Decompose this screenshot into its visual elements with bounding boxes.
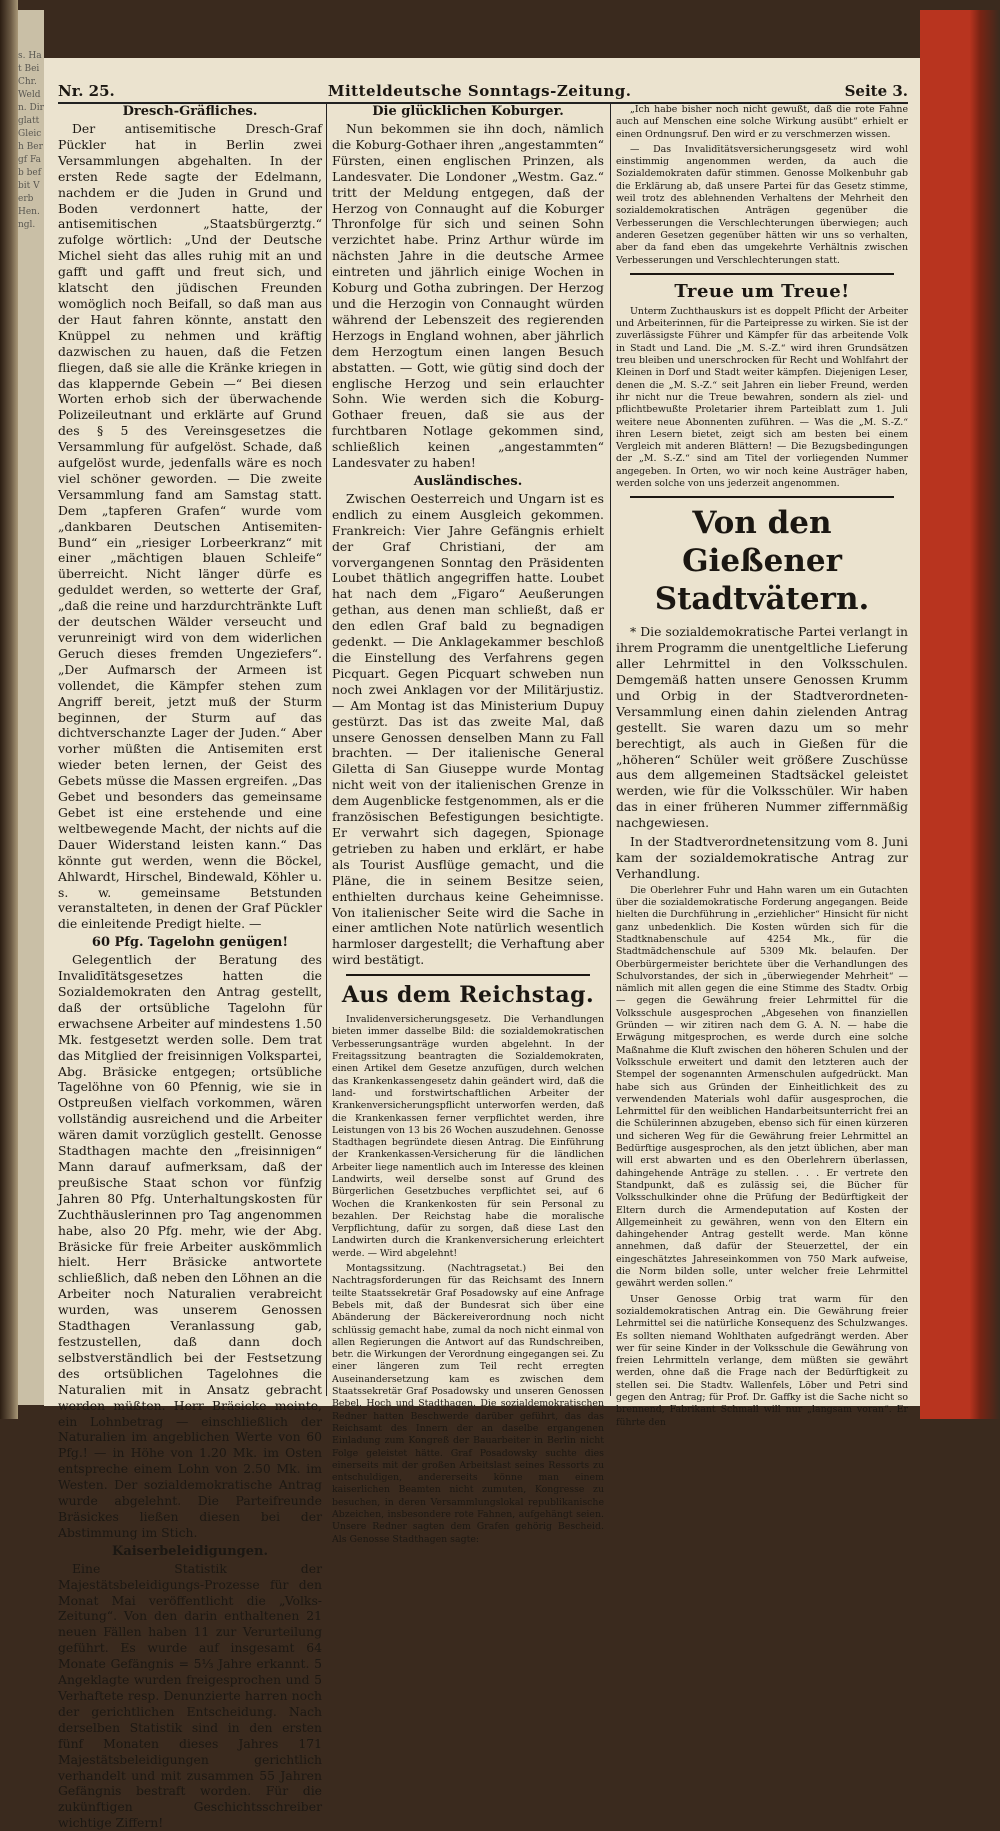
section-title: Aus dem Reichstag. [341,982,595,1009]
issue-number: Nr. 25. [58,82,115,100]
column-2 [332,104,604,1545]
page-number: Seite 3. [844,82,908,100]
article-body: Die Oberlehrer Fuhr und Hahn waren um ein Gutachten über die sozialdemokratische Forderung angegangen. Beide hielten die Durchführung in „erziehlicher“ Hinsicht für nicht ganz unbedenklich. Die Kosten würden sich für die Stadtknabenschule auf 4254 Mk., für die Stadtmädchenschule auf 5309 Mk. belaufen. Der Oberbürgermeister berichtete über die Verhandlungen des Schulvorstandes, der sich in „überwiegender Mehrheit“ — nämlich mit allen gegen die eine Stimme des Stadtv. Orbig — gegen die Gewährung freier Lehrmittel für die Volksschule ausgesprochen „Abgesehen von finanziellen Gründen — wir zitiren nach dem G. A. N. — habe die Erwägung mitgesprochen, es werde durch eine solche Maßnahme die Kluft zwischen den höheren Schulen und der Volksschule erweitert und damit den letzteren auch der Stempel der sogenannten Armenschulen aufgedrückt. Man habe sich aus Gründen der Einheitlichkeit des zu verwendenden Materials wohl dafür ausgesprochen, die Lehrmittel für den weiblichen Handarbeitsunterricht frei an die Schülerinnen abzugeben, ebenso sich für einen kürzeren und sicheren Weg für die Gewährung freier Lehrmittel an Bedürftige ausgesprochen, als den jetzt üblichen, aber man will erst abwarten und es den Oberlehrern überlassen, dahingehende Anträge zu stellen. . . . Er vertrete den Standpunkt, daß es zulässig sei, die Bücher für Volksschulkinder ohne die Prüfung der Bedürftigkeit der Eltern durch die Armendeputation auf Kosten der Allgemeinheit zu gewähren, wenn von den Eltern ein dahingehender Antrag gestellt werde. Man könne annehmen, daß dafür der Steuerzettel, der ein eingeschätztes Jahreseinkommen von 750 Mark aufweise, die Norm bilden solle, unter welcher freie Lehrmittel gewährt werden sollen.“ [616,884,908,1290]
column-rule [610,104,611,1396]
article-body: Eine Statistik der Majestätsbeleidigungs-Prozesse für den Monat Mai veröffentlicht die „Volks-Zeitung“. Von den darin enthaltenen 21 neuen Fällen haben 11 zur Verurteilung geführt. Es wurde auf insgesamt 64 Monate Gefängnis = 5⅓ Jahre erkannt. 5 Angeklagte wurden freigesprochen und 5 Verhaftete resp. Denunzierte harren noch der gerichtlichen Entscheidung. Nach derselben Statistik sind in den ersten fünf Monaten dieses Jahres 171 Majestätsbeleidigungen gerichtlich verhandelt und mit zusammen 55 Jahren Gefängnis bestraft worden. Für die zukünftigen Geschichtsschreiber wichtige Ziffern! [58,1560,322,1831]
article-body: Gelegentlich der Beratung des Invalidītätsgesetzes hatten die Sozialdemokraten den Antrag gestellt, daß der ortsübliche Tagelohn für erwachsene Arbeiter auf mindestens 1.50 Mk. festgesetzt werden solle. Dem trat das Mitglied der freisinnigen Volkspartei, Abg. Bräsicke entgegen; ortsübliche Tagelöhne von 60 Pfennig, wie sie in Ostpreußen vielfach vorkommen, wären vollständig ausreichend und die Arbeiter wären damit vorzüglich gestellt. Genosse Stadthagen machte den „freisinnigen“ Mann darauf aufmerksam, daß der preußische Staat schon vor fünfzig Jahren 80 Pfg. Unterhaltungskosten für Zuchthäuslerinnen pro Tag angenommen habe, also 20 Pfg. mehr, wie der Abg. Bräsicke für freie Arbeiter auskömmlich hielt. Herr Bräsicke antwortete schließlich, daß neben den Löhnen an die Arbeiter noch Naturalien verabreicht wurden, was unserem Genossen Stadthagen Veranlassung gab, festzustellen, daß dann doch selbstverständlich bei der Festsetzung des ortsüblichen Tagelohnes die Naturalien mit in Ansatz gebracht werden müßten. Herr Bräsicke meinte, ein Lohnbetrag — einschließlich der Naturalien im angeblichen Werte von 60 Pfg.! — in Höhe von 1.20 Mk. im Osten entspreche einem Lohn von 2.50 Mk. im Westen. Der sozialdemokratische Antrag wurde abgelehnt. Die Parteifreunde Bräsickes ließen diesen bei der Abstimmung im Stich. [58,952,322,1540]
article-body: In der Stadtverordnetensitzung vom 8. Juni kam der sozialdemokratische Antrag zur Verhandlung. [616,834,908,881]
adjacent-page-edge [18,10,44,1405]
page-header [58,74,908,104]
article-title: Ausländisches. [413,473,523,489]
article-body: Der antisemitische Dresch-Graf Pückler hat in Berlin zwei Versammlungen abgehalten. In der ersten Rede sagte der Edelmann, nachdem er die Juden in Grund und Boden verdonnert hatte, der antisemitischen „Staatsbürgerztg.“ zufolge wörtlich: „Und der Deutsche Michel sieht das alles ruhig mit an und gafft und gafft und freut sich, und klatscht den jüdischen Freunden womöglich noch Beifall, so daß man aus der Haut fahren könnte, anstatt den Knüppel zu nehmen und kräftig dazwischen zu hauen, daß die Fetzen fliegen, daß sie alle die Kränke kriegen in das klappernde Gebein —“ Bei diesen Worten erhob sich der überwachende Polizeileutnant und erklärte auf Grund des § 5 des Vereinsgesetzes die Versammlung für aufgelöst. Schade, daß aufgelöst wurde, jedenfalls wäre es noch viel schöner geworden. — Die zweite Versammlung fand am Samstag statt. Dem „tapferen Grafen“ wurde vom „dankbaren Deutschen Antisemiten-Bund“ ein „riesiger Lorbeerkranz“ mit einer „mächtigen blauen Schleife“ überreicht. Nicht länger dürfe es geduldet werden, so wetterte der Graf, „daß die reine und harzdurchtränkte Luft der deutschen Wälder verseucht und verunreinigt wird von dem widerlichen Geruch dieses fremden Ungeziefers“. „Der Aufmarsch der Armeen ist vollendet, die Kämpfer stehen zum Angriff bereit, jetzt muß der Sturm beginnen, der Sturm auf das dichtverschanzte Lager der Juden.“ Aber vorher müßten die Antisemiten erst wieder beten lernen, der Geist des Gebets müsse die Massen ergreifen. „Das Gebet und besonders das gemeinsame Gebet ist eine erstehende und eine weltbewegende Macht, der nichts auf die Dauer Widerstand leisten kann.“ Das könnte gut werden, wenn die Böckel, Ahlwardt, Hirschel, Bindewald, Köhler u. s. w. gemeinsame Betstunden veranstalteten, in denen der Graf Pückler die einleitende Predigt hielte. — [58,121,322,932]
section-title: Von den Gießener Stadtvätern. [654,505,870,618]
article-body: Montagssitzung. (Nachtragsetat.) Bei den Nachtragsforderungen für das Reichsamt des Innern teilte Staatssekretär Graf Posadowsky auf eine Anfrage Bebels mit, daß der Bundesrat sich über eine Abänderung der Bäckereiverordnung noch nicht schlüssig gemacht habe, zumal da noch nicht einmal von allen Regierungen die Antwort auf das Rundschreiben, betr. die Wirkungen der Verordnung eingegangen sei. Zu einer längeren zum Teil recht erregten Auseinandersetzung kam es zwischen dem Staatssekretär Graf Posadowsky und unseren Genossen Bebel, Hoch und Stadthagen. Die sozialdemokratischen Redner hatten Beschwerde darüber geführt, das das Reichsamt des Innern der an daselbe ergangenen Einladung zum Kongreß der Bauarbeiter in Berlin nicht Folge geleistet hätte. Graf Posadowsky suchte dies einerseits mit der großen Arbeitslast seines Ressorts zu entschuldigen, andererseits könne man einem kaiserlichen Beamten nicht zumuten, Kongresse zu besuchen, in deren Versammlungslokal republikanische Abzeichen, insbesondere rote Fahnen, aufgehängt seien. Unsere Redner sagten dem Grafen gehörig Bescheid. Als Genosse Stadthagen sagte: [332,1263,604,1545]
article-title: 60 Pfg. Tagelohn genügen! [91,935,289,951]
column-3 [616,104,908,1428]
column-rule [326,104,327,1396]
scan-background [44,0,920,58]
article-title: Kaiserbeleidigungen. [112,1543,268,1559]
article-body: Unser Genosse Orbig trat warm für den sozialdemokratischen Antrag ein. Die Gewährung freier Lehrmittel sei die natürliche Konsequenz des Schulzwanges. Es sollten niemand Wohlthaten aufgedrängt werden. Aber wer für seine Kinder in der Volksschule die Gewährung von freien Lehrmitteln verlange, dem müßten sie gewährt werden, ohne daß die Frage nach der Bedürftigkeit zu stellen sei. Die Stadtv. Wallenfels, Löber und Petri sind gegen den Antrag; für Prof. Dr. Gaffky ist die Sache nicht so brennend, Fabrikant Schmall will nur „langsam voran“. Er führte den [616,1293,908,1428]
article-body: Invalidenversicherungsgesetz. Die Verhandlungen bieten immer dasselbe Bild: die sozialdemokratischen Verbesserungsanträge wurden abgelehnt. In der Freitagssitzung beantragten die Sozialdemokraten, einen Artikel dem Gesetze anzufügen, durch welchen das Krankenkassengesetz dahin geändert wird, daß die land- und forstwirtschaftlichen Arbeiter der Krankenversicherungspflicht unterworfen werden, daß die Krankenkassen ferner verpflichtet werden, ihre Leistungen von 13 bis 26 Wochen auszudehnen. Genosse Stadthagen begründete diesen Antrag. Die Einführung der Krankenkassen-Versicherung für die ländlichen Arbeiter liege namentlich auch im Interesse des kleinen Landwirts, weil derselbe sonst auf Grund des Bürgerlichen Gesetzbuches verpflichtet sei, auf 6 Wochen die Krankenkosten für sein Personal zu bezahlen. Der Reichstag habe die moralische Verpflichtung, dafür zu sorgen, daß diese Last den Landwirten durch die Krankenversicherung erleichtert werde. — Wird abgelehnt! [332,1014,604,1259]
newspaper-title: Mitteldeutsche Sonntags-Zeitung. [327,82,632,100]
section-divider [630,273,894,275]
article-body: „Ich habe bisher noch nicht gewußt, daß die rote Fahne auch auf Menschen eine solche Wirkung ausübt“ erhielt er einen Ordnungsruf. Den wird er zu verschmerzen wissen. [616,104,908,140]
section-title: Treue um Treue! [674,280,850,302]
page-edge-red [920,10,1000,1419]
section-divider [630,496,894,498]
adjacent-page-fragments: s. Hat Bei Chr. Weld n. Dir glatt Gleich Bergf Fab bef bit Verb Hen. ngl. [18,51,44,230]
article-body: Nun bekommen sie ihn doch, nämlich die Koburg-Gothaer ihren „angestammten“ Fürsten, einen englischen Prinzen, als Landesvater. Die Londoner „Westm. Gaz.“ tritt der Meldung entgegen, daß der Herzog von Connaught auf die Koburger Thronfolge für sich und seinen Sohn verzichtet habe. Prinz Arthur würde im nächsten Jahre in die deutsche Armee eintreten und jährlich einige Wochen in Koburg und Gotha zubringen. Der Herzog und die Herzogin von Connaught würden während der Lebenszeit des regierenden Herzogs in England wohnen, aber jährlich dem Herzogtum einen langen Besuch abstatten. — Gott, wie gütig sind doch der englische Herzog und sein erlauchter Sohn. Wie werden sich die Koburg-Gothaer freuen, daß sie aus der furchtbaren Notlage gekommen sind, schließlich keinen „angestammten“ Landesvater zu haben! [332,121,604,471]
article-body: Unterm Zuchthauskurs ist es doppelt Pflicht der Arbeiter und Arbeiterinnen, für die Parteipresse zu wirken. Sie ist der zuverlässigste Führer und Kämpfer für das arbeitende Volk in Stadt und Land. Die „M. S.-Z.“ wird ihren Grundsätzen treu bleiben und unerschrocken für Recht und Wohlfahrt der Kleinen in Dorf und Stadt weiter kämpfen. Diejenigen Leser, denen die „M. S.-Z.“ seit Jahren ein lieber Freund, werden ihr nicht nur die Treue bewahren, sondern als ziel- und pflichtbewußte Proletarier ihrem Parteiblatt zum 1. Juli weitere neue Abonnenten zuführen. — Was die „M. S.-Z.“ ihren Lesern bietet, zeigt sich am besten bei einem Vergleich mit anderen Blättern! — Die Bezugsbedingungen der „M. S.-Z.“ sind am Titel der vorliegenden Nummer angegeben. In Orten, wo wir noch keine Austräger haben, werden solche von uns jederzeit angenommen. [616,305,908,490]
column-1 [58,104,322,1831]
article-body: Zwischen Oesterreich und Ungarn ist es endlich zu einem Ausgleich gekommen. Frankreich: Vier Jahre Gefängnis erhielt der Graf Christiani, der am vorvergangenen Sonntag den Präsidenten Loubet thätlich angegriffen hatte. Loubet hat nach dem „Figaro“ Aeußerungen gethan, aus denen man schließt, daß er den edlen Graf bald zu begnadigen gedenkt. — Die Anklagekammer beschloß die Einstellung des Verfahrens gegen Picquart. Gegen Picquart schweben nun noch zwei Anklagen vor der Militärjustiz. — Am Montag ist das Ministerium Dupuy gestürzt. Das ist das zweite Mal, daß unsere Genossen denselben Mann zu Fall brachten. — Der italienische General Giletta di San Giuseppe wurde Montag nicht weit von der italienischen Grenze in dem Augenblicke festgenommen, als er die französischen Befestigungen besichtigte. Er verwahrt sich dagegen, Spionage getrieben zu haben und erklärt, er habe als Tourist Ausflüge gemacht, und die Pläne, die in seinem Besitze seien, enthielten durchaus keine Geheimnisse. Von italienischer Seite wird die Sache in einer amtlichen Note natürlich wesentlich harmloser dargestellt; die Verhaftung aber wird bestätigt. [332,490,604,968]
article-body: * Die sozialdemokratische Partei verlangt in ihrem Programm die unentgeltliche Lieferung aller Lehrmittel in den Volksschulen. Demgemäß hatten unsere Genossen Krumm und Orbig in der Stadtverordneten-Versammlung einen dahin zielenden Antrag gestellt. Sie waren dazu um so mehr berechtigt, als auch in Gießen für die „höheren“ Schüler weit größere Zuschüsse aus dem allgemeinen Stadtsäckel geleistet werden, wie für die Volksschüler. Wir haben das in einer früheren Nummer ziffernmäßig nachgewiesen. [616,624,908,831]
section-divider [346,974,590,976]
article-title: Dresch-Gräfliches. [122,104,258,119]
article-body: — Das Invalidītätsversicherungsgesetz wird wohl einstimmig angenommen werden, da auch die Sozialdemokraten dafür stimmen. Genosse Molkenbuhr gab die Erklärung ab, daß unsere Partei für das Gesetz stimme, weil trotz des ablehnenden Verhaltens der Mehrheit den sozialdemokratischen Anträgen gegenüber die Verbesserungen die Verschlechterungen überwiegen; auch anderen Gesetzen gegenüber hätten wir uns so verhalten, aber da fand eben das umgekehrte Verhältnis zwischen Verbesserungen und Verschlechterungen statt. [616,143,908,266]
newspaper-page [44,58,920,1831]
article-title: Die glücklichen Koburger. [372,104,564,119]
book-binding [0,0,18,1419]
